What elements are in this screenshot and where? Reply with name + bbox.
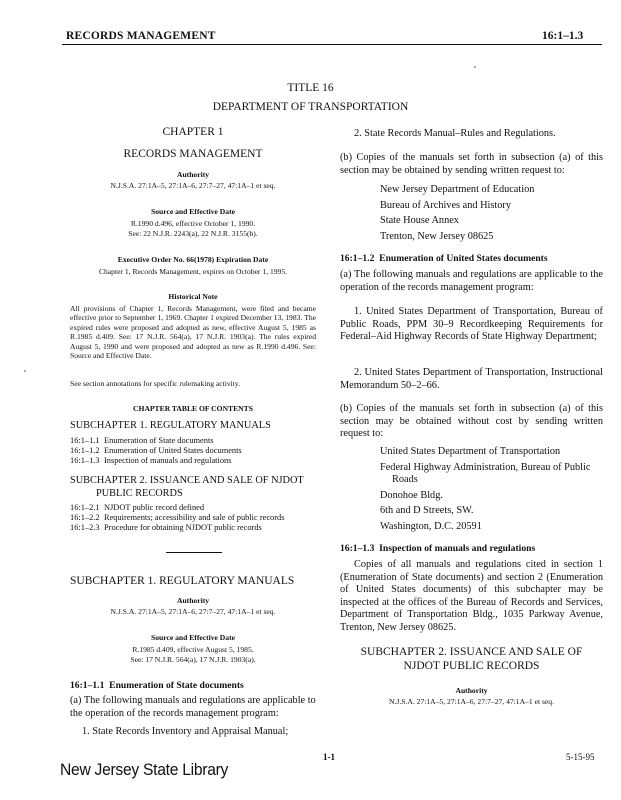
toc-item-text: Enumeration of United States documents (104, 446, 242, 456)
toc-subchapter-2-line-1: SUBCHAPTER 2. ISSUANCE AND SALE OF NJDOT (70, 475, 304, 486)
title-name: DEPARTMENT OF TRANSPORTATION (212, 101, 409, 113)
subchapter-1-source-2: See: 17 N.J.R. 564(a), 17 N.J.R. 1903(a). (130, 655, 256, 664)
subchapter-2-heading-line-1: SUBCHAPTER 2. ISSUANCE AND SALE OF (360, 646, 583, 658)
toc-item-text: Enumeration of State documents (104, 436, 214, 445)
section-1-2-heading (340, 253, 603, 264)
toc-item-number: 16:1–1.3 (70, 456, 100, 466)
toc-list-2 (70, 503, 316, 534)
source-heading: Source and Effective Date (150, 207, 235, 216)
toc-subchapter-2-line-2: PUBLIC RECORDS (96, 487, 183, 499)
section-1-1-paragraph-a: (a) The following manuals and regulations are applicable to the operation of the records management program: (70, 695, 316, 719)
section-1-2-item-1: 1. United States Department of Transportation, Bureau of Public Roads, PPM 30–9 Recordkeeping Requirements for Federal–Aid Highway Records of State Highway Department; (340, 306, 603, 343)
toc-item (70, 446, 316, 456)
toc-item (70, 436, 316, 446)
address-line: Federal Highway Administration, Bureau of Public (380, 461, 591, 473)
toc-item-text: Requirements; accessibility and sale of public records (104, 513, 285, 523)
section-title: Enumeration of State documents (109, 680, 244, 691)
subchapter-2-authority: N.J.S.A. 27:1A–5, 27:1A–6, 27:7–27, 47:1A–1 et seq. (389, 697, 554, 706)
toc-item (70, 523, 316, 533)
toc-item-number: 16:1–2.3 (70, 523, 100, 533)
authority-text: N.J.S.A. 27:1A–5, 27:1A–6, 27:7–27, 47:1A–1 et seq. (110, 181, 276, 190)
page-number: 1-1 (323, 752, 335, 762)
section-1-1-item-1: 1. State Records Inventory and Appraisal Manual; (82, 726, 289, 737)
subchapter-1-source-heading: Source and Effective Date (150, 633, 235, 642)
title-number: TITLE 16 (287, 82, 334, 94)
scan-speck (474, 66, 476, 68)
section-1-1-paragraph-b: (b) Copies of the manuals set forth in subsection (a) of this section may be obtained by sending written request to: (340, 152, 603, 176)
address-block-2 (340, 446, 621, 534)
subchapter-2-authority-heading: Authority (455, 686, 488, 695)
toc-list-1 (70, 436, 316, 467)
toc-item-text: NJDOT public record defined (104, 503, 205, 512)
address-line: Donohoe Bldg. (380, 489, 443, 501)
section-number: 16:1–1.1 (70, 680, 105, 691)
revision-date: 5-15-95 (566, 752, 595, 762)
section-number: 16:1–1.2 (340, 253, 375, 264)
section-1-2-paragraph-b: (b) Copies of the manuals set forth in subsection (a) of this section may be obtained without cost by sending written request to: (340, 403, 603, 440)
subchapter-1-heading: SUBCHAPTER 1. REGULATORY MANUALS (70, 575, 295, 587)
toc-subchapter-1: SUBCHAPTER 1. REGULATORY MANUALS (70, 420, 271, 431)
subchapter-1-authority: N.J.S.A. 27:1A–5, 27:1A–6, 27:7–27, 47:1A–1 et seq. (110, 607, 276, 616)
address-line: Roads (392, 474, 418, 486)
toc-item (70, 513, 316, 523)
chapter-name: RECORDS MANAGEMENT (123, 148, 263, 160)
address-line: New Jersey Department of Education (380, 184, 535, 195)
source-line-1: R.1990 d.496, effective October 1, 1990. (130, 219, 256, 228)
address-line: 6th and D Streets, SW. (380, 505, 474, 517)
section-1-2-paragraph-a: (a) The following manuals and regulations are applicable to the operation of the records management program: (340, 269, 603, 293)
historical-note-text: All provisions of Chapter 1, Records Management, were filed and became effective prior to September 1, 1969. Chapter 1 expired December 13, 1983. The expired rules were proposed and adopted as new, effective August 5, 1985 as R.1985 d.409. See: 17 N.J.R. 564(a), 17 N.J.R. 1903(a). The rules expired August 5, 1990 and were proposed and adopted as new as R.1990 d.496. See: Source and Effective Date. (70, 304, 316, 361)
address-line: United States Department of Transportation (380, 446, 561, 457)
section-number: 16:1–1.3 (340, 543, 375, 554)
subchapter-2-heading-line-2: NJDOT PUBLIC RECORDS (403, 659, 540, 672)
exec-order-text: Chapter 1, Records Management, expires on October 1, 1995. (98, 267, 288, 276)
subchapter-1-source-1: R.1985 d.409, effective August 5, 1985. (132, 645, 254, 654)
running-header-section: 16:1–1.3 (542, 30, 584, 42)
toc-item (70, 456, 316, 466)
header-rule (62, 44, 602, 45)
toc-heading: CHAPTER TABLE OF CONTENTS (133, 404, 253, 413)
section-title: Inspection of manuals and regulations (379, 543, 536, 554)
toc-subchapter-2 (70, 475, 316, 500)
address-line: Bureau of Archives and History (380, 199, 511, 211)
toc-item-number: 16:1–1.1 (70, 436, 100, 445)
address-line: State House Annex (380, 215, 459, 227)
section-1-1-item-2: 2. State Records Manual–Rules and Regulations. (354, 128, 556, 139)
authority-heading: Authority (176, 170, 210, 179)
section-divider (166, 552, 222, 553)
subchapter-1-authority-heading: Authority (176, 596, 210, 605)
toc-item-text: Inspection of manuals and regulations (104, 456, 232, 466)
toc-item-text: Procedure for obtaining NJDOT public records (104, 523, 262, 533)
scan-speck (24, 370, 26, 372)
toc-item-number: 16:1–1.2 (70, 446, 100, 456)
address-line: Washington, D.C. 20591 (380, 520, 482, 532)
address-block-1 (340, 184, 621, 243)
source-line-2: See: 22 N.J.R. 2243(a), 22 N.J.R. 3155(b). (128, 229, 258, 238)
section-title: Enumeration of United States documents (379, 253, 548, 264)
toc-item-number: 16:1–2.2 (70, 513, 100, 523)
section-1-3-text: Copies of all manuals and regulations cited in section 1 (Enumeration of State documents) and section 2 (Enumeration of United States documents) of this subchapter may be inspected at the offices of the Bureau of Records and Services, Department of Transportation Bldg., 1035 Parkway Avenue, Trenton, New Jersey 08625. (340, 559, 603, 633)
exec-order-heading: Executive Order No. 66(1978) Expiration Date (117, 255, 269, 264)
section-1-1-heading (70, 680, 316, 691)
see-annotations: See section annotations for specific rulemaking activity. (70, 379, 241, 388)
section-1-3-heading (340, 543, 603, 554)
running-header-title: RECORDS MANAGEMENT (66, 30, 216, 42)
toc-item (70, 503, 316, 513)
address-line: Trenton, New Jersey 08625 (380, 230, 494, 242)
historical-note-heading: Historical Note (168, 292, 218, 301)
chapter-heading: CHAPTER 1 (162, 126, 224, 138)
section-1-2-item-2: 2. United States Department of Transportation, Instructional Memorandum 50–2–66. (340, 367, 603, 391)
library-stamp: New Jersey State Library (60, 760, 229, 779)
subchapter-2-heading (340, 646, 603, 673)
toc-item-number: 16:1–2.1 (70, 503, 100, 512)
